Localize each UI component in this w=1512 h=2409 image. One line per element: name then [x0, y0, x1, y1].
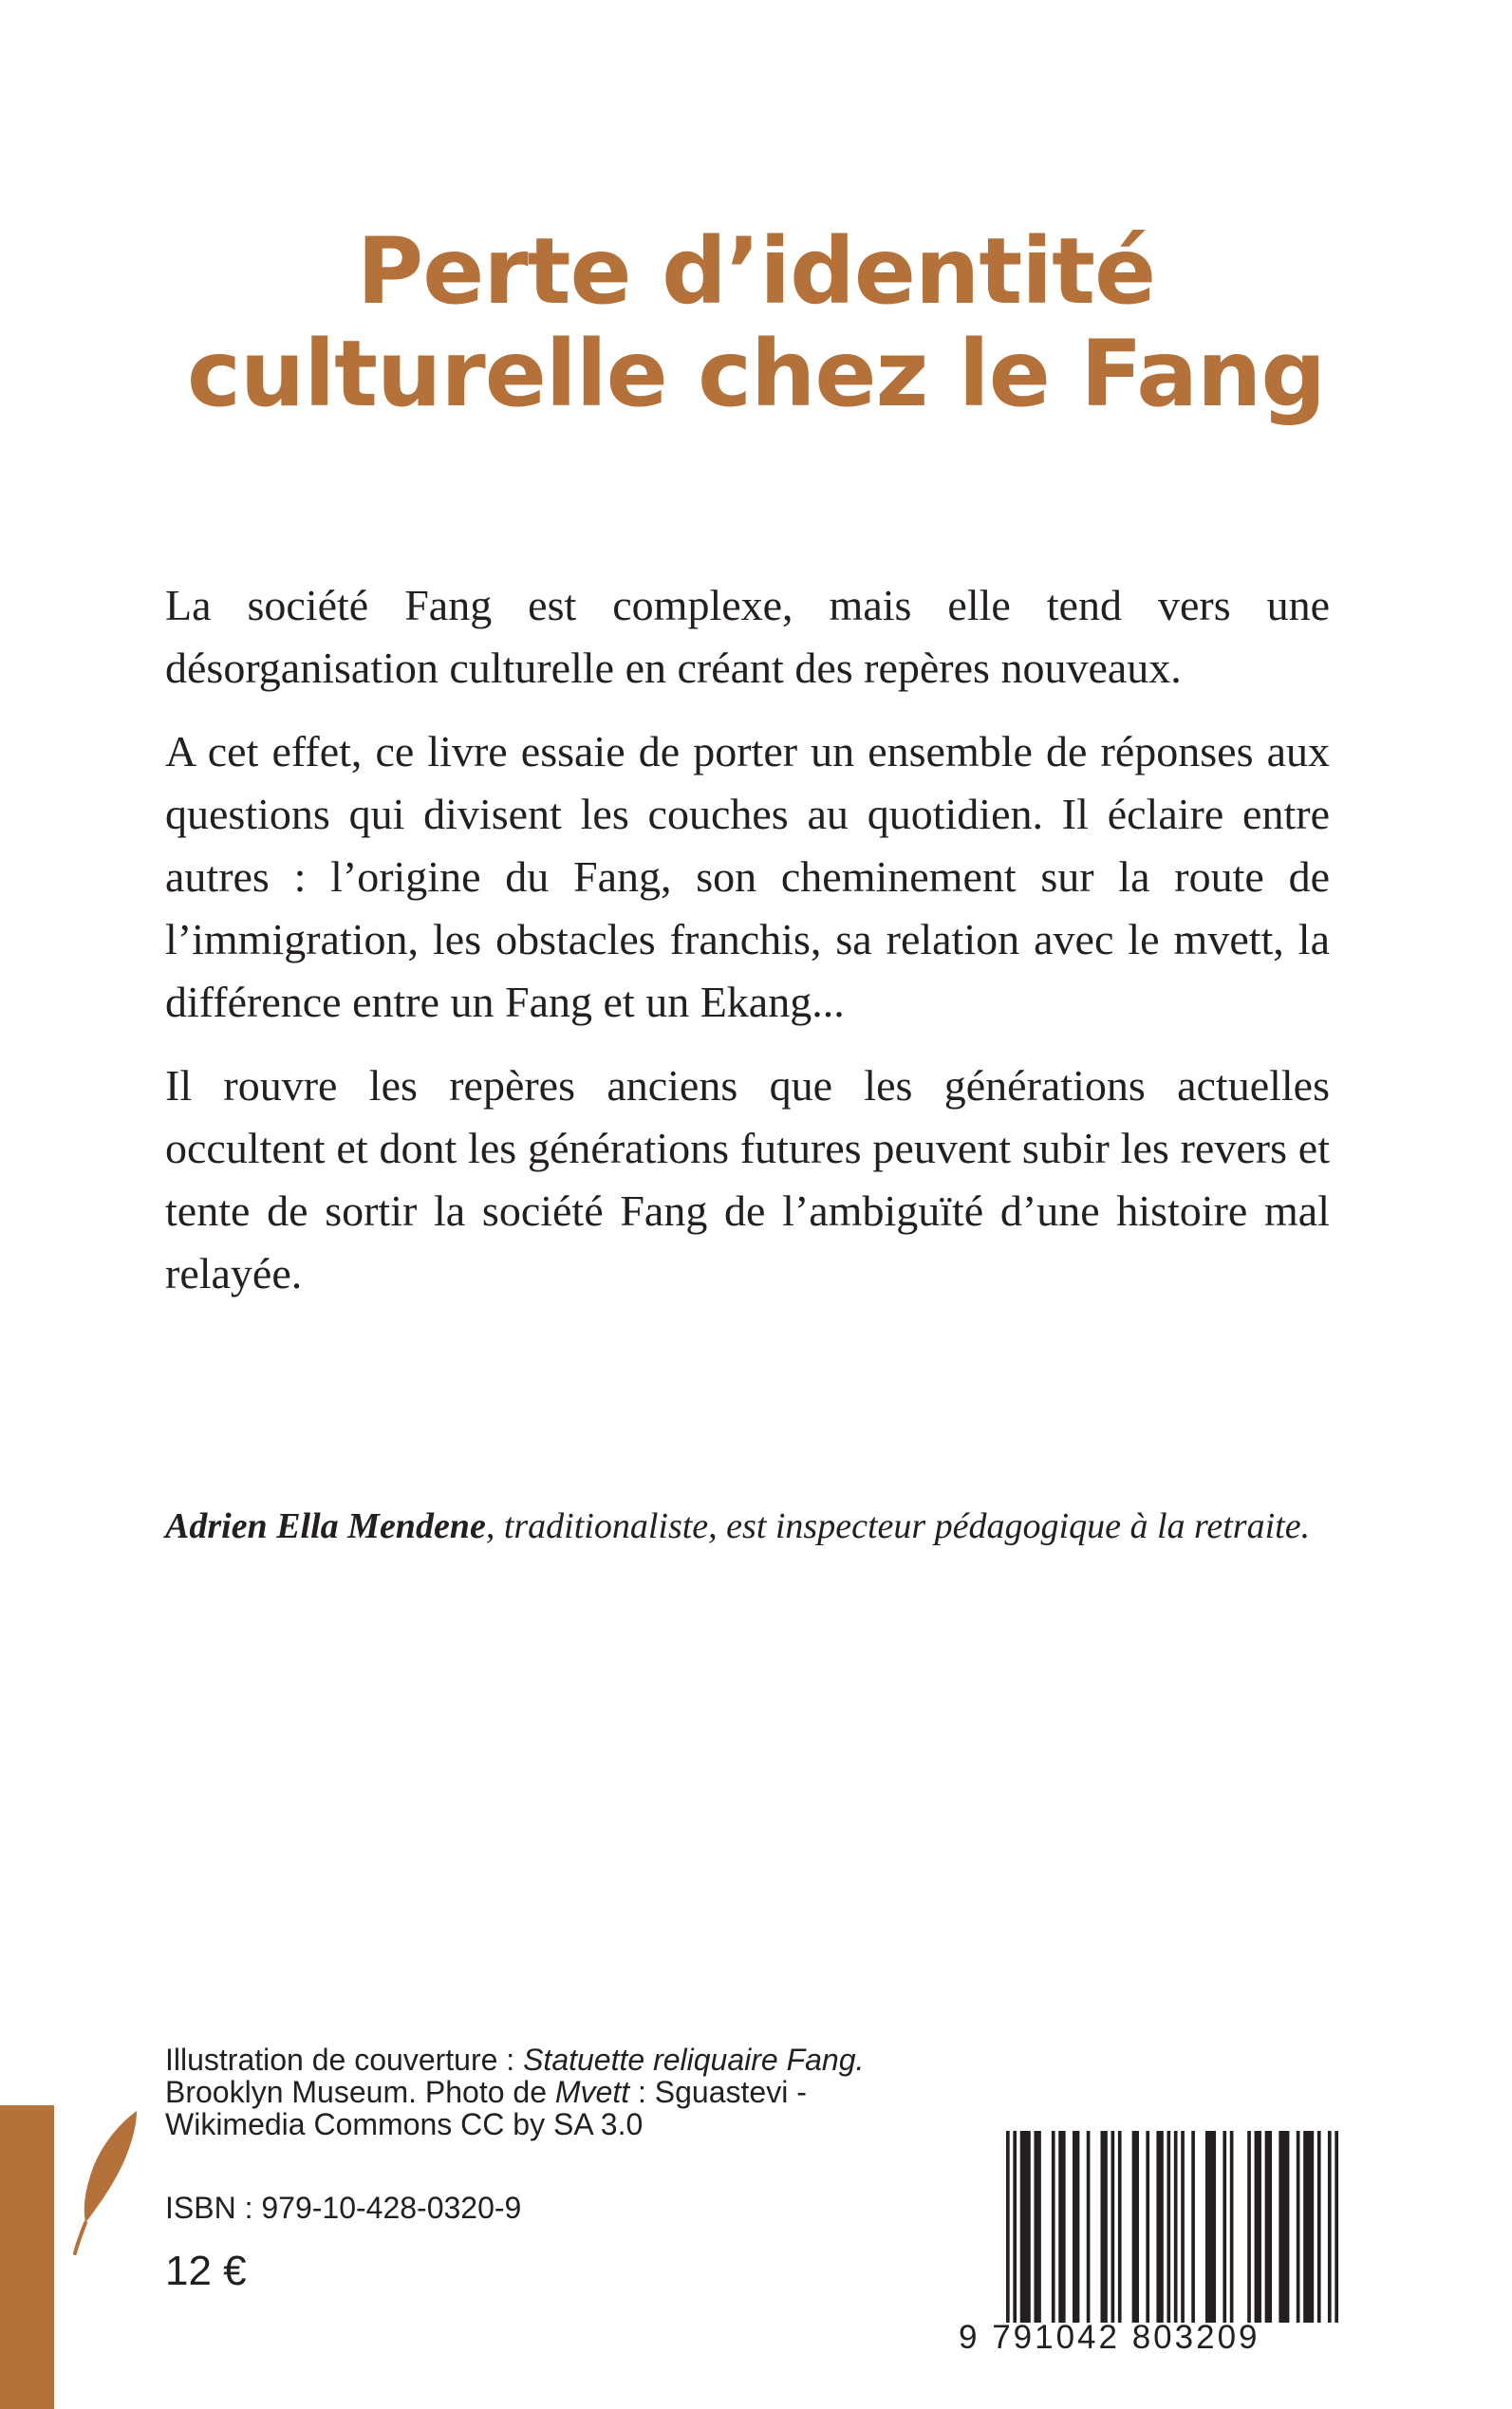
barcode-bar	[1118, 2131, 1122, 2323]
credits-line-3: Wikimedia Commons CC by SA 3.0	[165, 2107, 644, 2141]
author-bio: , traditionaliste, est inspecteur pédagogique à la retraite.	[485, 1506, 1311, 1546]
barcode-bar	[1181, 2131, 1185, 2323]
barcode-bar	[1265, 2131, 1272, 2323]
barcode-bar	[1255, 2131, 1261, 2323]
author-note	[165, 1503, 1330, 1550]
credits-line-1	[165, 2044, 924, 2076]
credits-line-1-text: Illustration de couverture :	[165, 2043, 524, 2077]
barcode-bar	[1297, 2131, 1300, 2323]
barcode-bar	[1020, 2131, 1031, 2323]
barcode-bar	[1279, 2131, 1289, 2323]
barcode-bar	[1058, 2131, 1065, 2323]
barcode-bar	[1156, 2131, 1163, 2323]
barcode-bar	[1052, 2131, 1055, 2323]
barcode-bar	[1205, 2131, 1216, 2323]
barcode-bar	[1191, 2131, 1195, 2323]
barcode-bar	[1317, 2131, 1321, 2323]
author-name: Adrien Ella Mendene	[165, 1506, 486, 1546]
barcode-digits: 9 791042 803209	[959, 2319, 1260, 2356]
barcode-bar	[1167, 2131, 1170, 2323]
barcode-bar	[1146, 2131, 1149, 2323]
credits-photo-subject: Mvett	[554, 2075, 630, 2109]
book-title	[142, 220, 1370, 425]
barcode-bar	[1006, 2131, 1010, 2323]
blurb	[165, 574, 1330, 1326]
credits-line-2	[165, 2076, 924, 2108]
blurb-paragraph-2: A cet effet, ce livre essaie de porter un ensemble de réponses aux questions qui divisent les couches au quotidien. Il éclaire entre autres : l’origine du Fang, son cheminement sur la route de l’immigration, les obstacles franchis, sa relation avec le mvett, la différence entre un Fang et un Ekang...	[165, 727, 1330, 1026]
barcode-bar	[1174, 2131, 1178, 2323]
price: 12 €	[165, 2248, 247, 2294]
barcode-bar	[1073, 2131, 1079, 2323]
barcode-bar	[1132, 2131, 1139, 2323]
barcode-bar	[1111, 2131, 1115, 2323]
barcode-bar	[1100, 2131, 1107, 2323]
title-line-1: Perte d’identité	[356, 218, 1156, 325]
blurb-paragraph-1: La société Fang est complexe, mais elle tend vers une désorganisation culturelle en créant des repères nouveaux.	[165, 581, 1330, 692]
title-line-2: culturelle chez le Fang	[186, 321, 1326, 427]
credits-artwork-title: Statuette reliquaire Fang.	[523, 2043, 865, 2077]
isbn: ISBN : 979-10-428-0320-9	[165, 2191, 522, 2225]
barcode-bar	[1013, 2131, 1017, 2323]
credits-photographer: : Sguastevi -	[629, 2075, 807, 2109]
cover-credits	[165, 2044, 924, 2140]
barcode-bar	[1223, 2131, 1226, 2323]
blurb-paragraph-3: Il rouvre les repères anciens que les générations actuelles occultent et dont les générations futures peuvent subir les revers et tente de sortir la société Fang de l’ambiguïté d’une histoire mal relayée.	[165, 1061, 1330, 1298]
barcode-bar	[1303, 2131, 1314, 2323]
accent-side-bar	[0, 2105, 54, 2409]
barcode-icon	[1006, 2131, 1338, 2323]
barcode-bar	[1034, 2131, 1040, 2323]
credits-line-2-text: Brooklyn Museum. Photo de	[165, 2075, 555, 2109]
barcode-bar	[1335, 2131, 1338, 2323]
barcode-bar	[1247, 2131, 1251, 2323]
barcode-bar	[1087, 2131, 1091, 2323]
barcode	[959, 2131, 1338, 2359]
feather-icon	[70, 2105, 146, 2257]
barcode-bar	[1328, 2131, 1332, 2323]
barcode-bar	[1230, 2131, 1234, 2323]
